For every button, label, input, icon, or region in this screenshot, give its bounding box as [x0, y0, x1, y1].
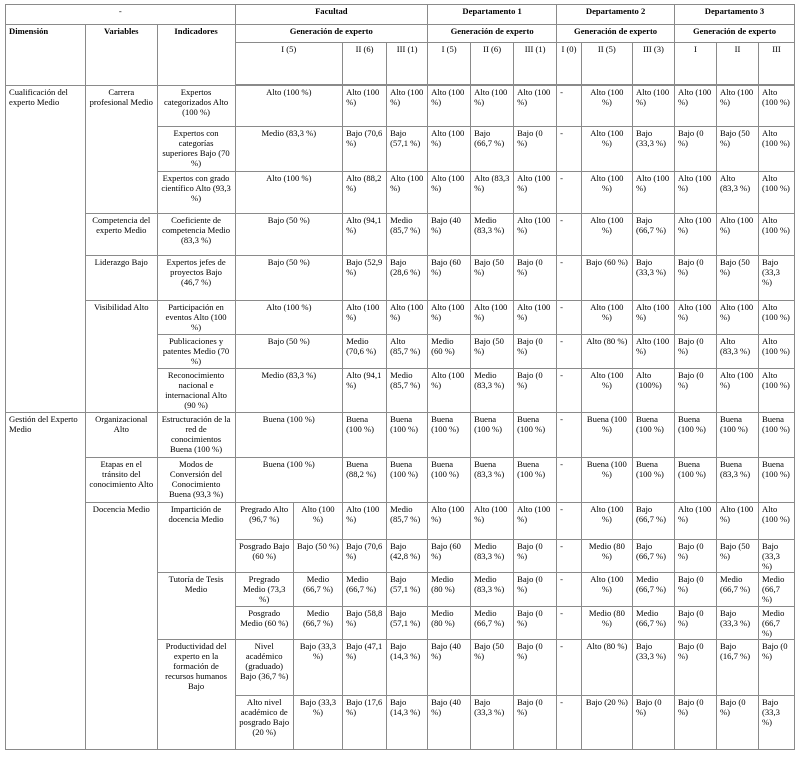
value-cell: Bajo (0 %): [674, 256, 716, 301]
header-fac-ii: II (6): [343, 43, 387, 85]
value-cell: -: [557, 86, 582, 127]
value-cell: Bajo (50 %): [716, 256, 758, 301]
sub-indicator-cell: Pregrado Alto (96,7 %): [235, 503, 293, 540]
header-departamento-3: Departamento 3: [674, 5, 794, 25]
value-cell: Bajo (0 %): [514, 640, 557, 696]
table-row: [6, 301, 795, 335]
value-cell: Alto (100 %): [514, 172, 557, 214]
value-cell: -: [557, 369, 582, 413]
header-d1-ii: II (6): [471, 43, 514, 85]
value-cell: Buena (100 %): [581, 458, 632, 503]
value-cell: Bajo (42,8 %): [387, 540, 428, 573]
value-cell: -: [557, 573, 582, 607]
value-cell: Medio (80 %): [581, 540, 632, 573]
value-cell: Bajo (66,7 %): [632, 540, 674, 573]
sub-indicator-cell: Pregrado Medio (73,3 %): [235, 573, 293, 607]
value-cell: Alto (100 %): [581, 214, 632, 256]
value-cell: Medio (60 %): [428, 335, 471, 369]
table-row: [6, 503, 795, 540]
value-cell: Buena (100 %): [235, 413, 343, 458]
value-cell: Medio (80 %): [581, 607, 632, 640]
value-cell: Alto (100 %): [758, 335, 794, 369]
value-cell: Alto (100 %): [428, 172, 471, 214]
value-cell: Bajo (14,3 %): [387, 640, 428, 696]
value-cell: Alto (100%): [632, 369, 674, 413]
value-cell: Alto (100 %): [235, 301, 343, 335]
value-cell: Bajo (60 %): [428, 256, 471, 301]
value-cell: -: [557, 172, 582, 214]
value-cell: Buena (100 %): [387, 458, 428, 503]
value-cell: Alto (100 %): [674, 86, 716, 127]
header-d1-i: I (5): [428, 43, 471, 85]
value-cell: Medio (80 %): [428, 607, 471, 640]
indicator-cell: Expertos con categorías superiores Bajo (70 %): [157, 127, 235, 172]
value-cell: Alto (100 %): [471, 301, 514, 335]
indicator-cell: Modos de Conversión del Conocimiento Buena (93,3 %): [157, 458, 235, 503]
value-cell: Medio (83,3 %): [471, 369, 514, 413]
value-cell: Medio (66,7 %): [632, 573, 674, 607]
value-cell: -: [557, 127, 582, 172]
value-cell: Alto (100 %): [674, 503, 716, 540]
indicator-cell: Impartición de docencia Medio: [157, 503, 235, 573]
indicator-cell: Expertos jefes de proyectos Bajo (46,7 %): [157, 256, 235, 301]
value-cell: Bajo (33,3 %): [758, 256, 794, 301]
sub-indicator-cell: Alto nivel académico de posgrado Bajo (20 %): [235, 696, 293, 750]
header-gen-d3: Generación de experto: [674, 25, 794, 43]
value-cell: Bajo (0 %): [674, 369, 716, 413]
value-cell: Buena (100 %): [632, 458, 674, 503]
value-cell: Alto (83,3 %): [716, 172, 758, 214]
value-cell: Alto (100 %): [758, 369, 794, 413]
value-cell: Bajo (28,6 %): [387, 256, 428, 301]
value-cell: Medio (85,7 %): [387, 369, 428, 413]
value-cell: Medio (66,7 %): [343, 573, 387, 607]
header-dash: -: [6, 5, 236, 25]
value-cell: Alto (100 %): [387, 301, 428, 335]
value-cell: Alto (100 %): [514, 503, 557, 540]
indicator-cell: Coeficiente de competencia Medio (83,3 %): [157, 214, 235, 256]
value-cell: -: [557, 214, 582, 256]
value-cell: Bajo (33,3 %): [293, 696, 342, 750]
value-cell: Alto (100 %): [514, 214, 557, 256]
value-cell: Alto (100 %): [674, 172, 716, 214]
value-cell: Bajo (50 %): [471, 256, 514, 301]
value-cell: Buena (88,2 %): [343, 458, 387, 503]
value-cell: Alto (94,1 %): [343, 214, 387, 256]
value-cell: Bajo (40 %): [428, 640, 471, 696]
header-d3-iii: III: [758, 43, 794, 85]
header-fac-i: I (5): [235, 43, 343, 85]
value-cell: Bajo (0 %): [632, 696, 674, 750]
header-d3-i: I: [674, 43, 716, 85]
value-cell: Alto (100 %): [428, 369, 471, 413]
header-d2-ii: II (5): [581, 43, 632, 85]
value-cell: Bajo (17,6 %): [343, 696, 387, 750]
value-cell: Alto (100 %): [514, 301, 557, 335]
value-cell: Bajo (0 %): [514, 256, 557, 301]
value-cell: Medio (83,3 %): [471, 573, 514, 607]
value-cell: Buena (100 %): [514, 413, 557, 458]
header-gen-facultad: Generación de experto: [235, 25, 428, 43]
value-cell: Bajo (57,1 %): [387, 573, 428, 607]
value-cell: Alto (100 %): [758, 214, 794, 256]
value-cell: Alto (100 %): [716, 214, 758, 256]
value-cell: Bajo (60 %): [581, 256, 632, 301]
value-cell: Alto (100 %): [758, 172, 794, 214]
indicator-cell: Expertos categorizados Alto (100 %): [157, 86, 235, 127]
variable-cell: Organizacional Alto: [85, 413, 157, 458]
value-cell: Medio (80 %): [428, 573, 471, 607]
value-cell: Bajo (50 %): [716, 540, 758, 573]
value-cell: Bajo (20 %): [581, 696, 632, 750]
value-cell: Medio (85,7 %): [387, 503, 428, 540]
value-cell: Bajo (33,3 %): [632, 256, 674, 301]
value-cell: Bajo (50 %): [471, 640, 514, 696]
value-cell: Alto (100 %): [758, 127, 794, 172]
value-cell: Buena (100 %): [235, 458, 343, 503]
value-cell: Medio (70,6 %): [343, 335, 387, 369]
table-row: [6, 214, 795, 256]
sub-indicator-cell: Posgrado Medio (60 %): [235, 607, 293, 640]
value-cell: Bajo (58,8 %): [343, 607, 387, 640]
value-cell: Alto (88,2 %): [343, 172, 387, 214]
variable-cell: Competencia del experto Medio: [85, 214, 157, 256]
value-cell: Buena (100 %): [471, 413, 514, 458]
value-cell: Buena (100 %): [758, 413, 794, 458]
indicator-cell: Estructuración de la red de conocimientos Buena (100 %): [157, 413, 235, 458]
value-cell: Alto (100 %): [293, 503, 342, 540]
value-cell: Bajo (0 %): [674, 335, 716, 369]
value-cell: Bajo (33,3 %): [716, 607, 758, 640]
dimension-cell: Cualificación del experto Medio: [6, 86, 86, 413]
value-cell: Alto (100 %): [471, 86, 514, 127]
variable-cell: Carrera profesional Medio: [85, 86, 157, 214]
table-row: [6, 413, 795, 458]
indicator-cell: Tutoría de Tesis Medio: [157, 573, 235, 640]
table-row: [6, 256, 795, 301]
value-cell: Alto (100 %): [632, 86, 674, 127]
value-cell: -: [557, 640, 582, 696]
value-cell: Medio (83,3 %): [235, 127, 343, 172]
value-cell: Medio (66,7 %): [293, 573, 342, 607]
value-cell: Alto (100 %): [581, 369, 632, 413]
value-cell: Buena (100 %): [428, 458, 471, 503]
value-cell: Bajo (0 %): [674, 607, 716, 640]
value-cell: Bajo (60 %): [428, 540, 471, 573]
value-cell: Bajo (50 %): [716, 127, 758, 172]
value-cell: -: [557, 301, 582, 335]
value-cell: Alto (100 %): [758, 301, 794, 335]
value-cell: Alto (100 %): [428, 503, 471, 540]
value-cell: Buena (83,3 %): [471, 458, 514, 503]
value-cell: Alto (80 %): [581, 335, 632, 369]
value-cell: Bajo (14,3 %): [387, 696, 428, 750]
value-cell: Alto (100 %): [428, 86, 471, 127]
value-cell: Medio (83,3 %): [471, 540, 514, 573]
value-cell: Alto (100 %): [581, 86, 632, 127]
value-cell: Bajo (33,3 %): [632, 127, 674, 172]
value-cell: Buena (100 %): [674, 458, 716, 503]
value-cell: Bajo (0 %): [514, 607, 557, 640]
value-cell: Medio (66,7 %): [293, 607, 342, 640]
value-cell: Alto (100 %): [428, 301, 471, 335]
header-departamento-1: Departamento 1: [428, 5, 557, 25]
header-dimension: Dimensión: [6, 25, 86, 86]
variable-cell: Docencia Medio: [85, 503, 157, 750]
value-cell: Bajo (70,6 %): [343, 540, 387, 573]
value-cell: Alto (100 %): [632, 335, 674, 369]
variable-cell: Liderazgo Bajo: [85, 256, 157, 301]
value-cell: Bajo (40 %): [428, 696, 471, 750]
value-cell: Bajo (0 %): [674, 696, 716, 750]
value-cell: Alto (100 %): [387, 172, 428, 214]
value-cell: Medio (66,7 %): [716, 573, 758, 607]
indicator-cell: Publicaciones y patentes Medio (70 %): [157, 335, 235, 369]
value-cell: -: [557, 413, 582, 458]
value-cell: Bajo (0 %): [514, 127, 557, 172]
value-cell: Medio (85,7 %): [387, 214, 428, 256]
value-cell: Bajo (16,7 %): [716, 640, 758, 696]
evaluation-table-wrapper: [5, 4, 795, 750]
value-cell: Bajo (33,3 %): [758, 696, 794, 750]
value-cell: Bajo (66,7 %): [632, 214, 674, 256]
value-cell: -: [557, 540, 582, 573]
value-cell: Bajo (33,3 %): [471, 696, 514, 750]
value-cell: Alto (100 %): [716, 86, 758, 127]
value-cell: Medio (66,7 %): [471, 607, 514, 640]
value-cell: Alto (100 %): [758, 503, 794, 540]
table-row: [6, 86, 795, 127]
header-variables: Variables: [85, 25, 157, 86]
value-cell: Alto (100 %): [387, 86, 428, 127]
value-cell: Alto (100 %): [632, 301, 674, 335]
value-cell: Buena (100 %): [514, 458, 557, 503]
value-cell: Buena (100 %): [343, 413, 387, 458]
value-cell: Medio (66,7 %): [758, 607, 794, 640]
value-cell: Bajo (0 %): [514, 335, 557, 369]
value-cell: Medio (66,7 %): [758, 573, 794, 607]
value-cell: -: [557, 503, 582, 540]
value-cell: Alto (100 %): [716, 369, 758, 413]
header-row-2: [6, 25, 795, 43]
header-gen-d1: Generación de experto: [428, 25, 557, 43]
indicator-cell: Productividad del experto en la formación de recursos humanos Bajo: [157, 640, 235, 750]
value-cell: Alto (83,3 %): [716, 335, 758, 369]
value-cell: Bajo (0 %): [514, 369, 557, 413]
value-cell: Bajo (57,1 %): [387, 607, 428, 640]
value-cell: -: [557, 256, 582, 301]
header-departamento-2: Departamento 2: [557, 5, 675, 25]
value-cell: Bajo (0 %): [758, 640, 794, 696]
sub-indicator-cell: Nivel académico (graduado) Bajo (36,7 %): [235, 640, 293, 696]
value-cell: -: [557, 607, 582, 640]
value-cell: Alto (100 %): [674, 214, 716, 256]
evaluation-table: [5, 4, 795, 750]
indicator-cell: Reconocimiento nacional e internacional Alto (90 %): [157, 369, 235, 413]
header-d2-iii: III (3): [632, 43, 674, 85]
value-cell: Medio (83,3 %): [235, 369, 343, 413]
value-cell: Alto (100 %): [581, 573, 632, 607]
header-indicadores: Indicadores: [157, 25, 235, 86]
value-cell: Medio (66,7 %): [632, 607, 674, 640]
value-cell: Alto (100 %): [581, 172, 632, 214]
value-cell: Bajo (0 %): [674, 573, 716, 607]
value-cell: Buena (100 %): [758, 458, 794, 503]
value-cell: Alto (100 %): [343, 503, 387, 540]
header-facultad: Facultad: [235, 5, 428, 25]
value-cell: Bajo (50 %): [471, 335, 514, 369]
value-cell: Buena (100 %): [387, 413, 428, 458]
value-cell: Bajo (33,3 %): [632, 640, 674, 696]
value-cell: Alto (100 %): [716, 503, 758, 540]
value-cell: Bajo (70,6 %): [343, 127, 387, 172]
value-cell: Bajo (0 %): [674, 640, 716, 696]
value-cell: Bajo (33,3 %): [758, 540, 794, 573]
value-cell: -: [557, 458, 582, 503]
value-cell: Alto (100 %): [428, 127, 471, 172]
value-cell: Bajo (50 %): [235, 214, 343, 256]
value-cell: Alto (100 %): [581, 301, 632, 335]
value-cell: Bajo (50 %): [235, 256, 343, 301]
value-cell: Alto (100 %): [471, 503, 514, 540]
variable-cell: Etapas en el tránsito del conocimiento Alto: [85, 458, 157, 503]
value-cell: Buena (83,3 %): [716, 458, 758, 503]
header-d3-ii: II: [716, 43, 758, 85]
dimension-cell: Gestión del Experto Medio: [6, 413, 86, 750]
value-cell: Bajo (0 %): [674, 127, 716, 172]
value-cell: Alto (100 %): [581, 503, 632, 540]
table-row: [6, 458, 795, 503]
value-cell: Alto (100 %): [343, 301, 387, 335]
value-cell: Alto (100 %): [716, 301, 758, 335]
value-cell: Buena (100 %): [632, 413, 674, 458]
variable-cell: Visibilidad Alto: [85, 301, 157, 413]
value-cell: Bajo (57,1 %): [387, 127, 428, 172]
value-cell: Alto (100 %): [343, 86, 387, 127]
value-cell: Bajo (52,9 %): [343, 256, 387, 301]
value-cell: -: [557, 335, 582, 369]
value-cell: Alto (100 %): [235, 86, 343, 127]
value-cell: Buena (100 %): [674, 413, 716, 458]
value-cell: Alto (100 %): [581, 127, 632, 172]
value-cell: Bajo (47,1 %): [343, 640, 387, 696]
value-cell: Alto (100 %): [758, 86, 794, 127]
value-cell: Alto (85,7 %): [387, 335, 428, 369]
header-fac-iii: III (1): [387, 43, 428, 85]
value-cell: Buena (100 %): [581, 413, 632, 458]
value-cell: Buena (100 %): [716, 413, 758, 458]
indicator-cell: Participación en eventos Alto (100 %): [157, 301, 235, 335]
indicator-cell: Expertos con grado científico Alto (93,3 %): [157, 172, 235, 214]
header-d2-i: I (0): [557, 43, 582, 85]
value-cell: Alto (83,3 %): [471, 172, 514, 214]
value-cell: Alto (100 %): [235, 172, 343, 214]
value-cell: Bajo (66,7 %): [632, 503, 674, 540]
value-cell: Bajo (0 %): [514, 573, 557, 607]
value-cell: Alto (80 %): [581, 640, 632, 696]
value-cell: Alto (100 %): [674, 301, 716, 335]
value-cell: Bajo (0 %): [514, 540, 557, 573]
value-cell: Bajo (0 %): [716, 696, 758, 750]
value-cell: Bajo (50 %): [293, 540, 342, 573]
value-cell: -: [557, 696, 582, 750]
value-cell: Bajo (50 %): [235, 335, 343, 369]
value-cell: Buena (100 %): [428, 413, 471, 458]
value-cell: Bajo (0 %): [674, 540, 716, 573]
value-cell: Bajo (66,7 %): [471, 127, 514, 172]
value-cell: Bajo (0 %): [514, 696, 557, 750]
value-cell: Alto (100 %): [632, 172, 674, 214]
header-row-1: [6, 5, 795, 25]
value-cell: Alto (100 %): [514, 86, 557, 127]
sub-indicator-cell: Posgrado Bajo (60 %): [235, 540, 293, 573]
value-cell: Bajo (33,3 %): [293, 640, 342, 696]
value-cell: Alto (94,1 %): [343, 369, 387, 413]
value-cell: Medio (83,3 %): [471, 214, 514, 256]
header-gen-d2: Generación de experto: [557, 25, 675, 43]
value-cell: Bajo (40 %): [428, 214, 471, 256]
header-d1-iii: III (1): [514, 43, 557, 85]
